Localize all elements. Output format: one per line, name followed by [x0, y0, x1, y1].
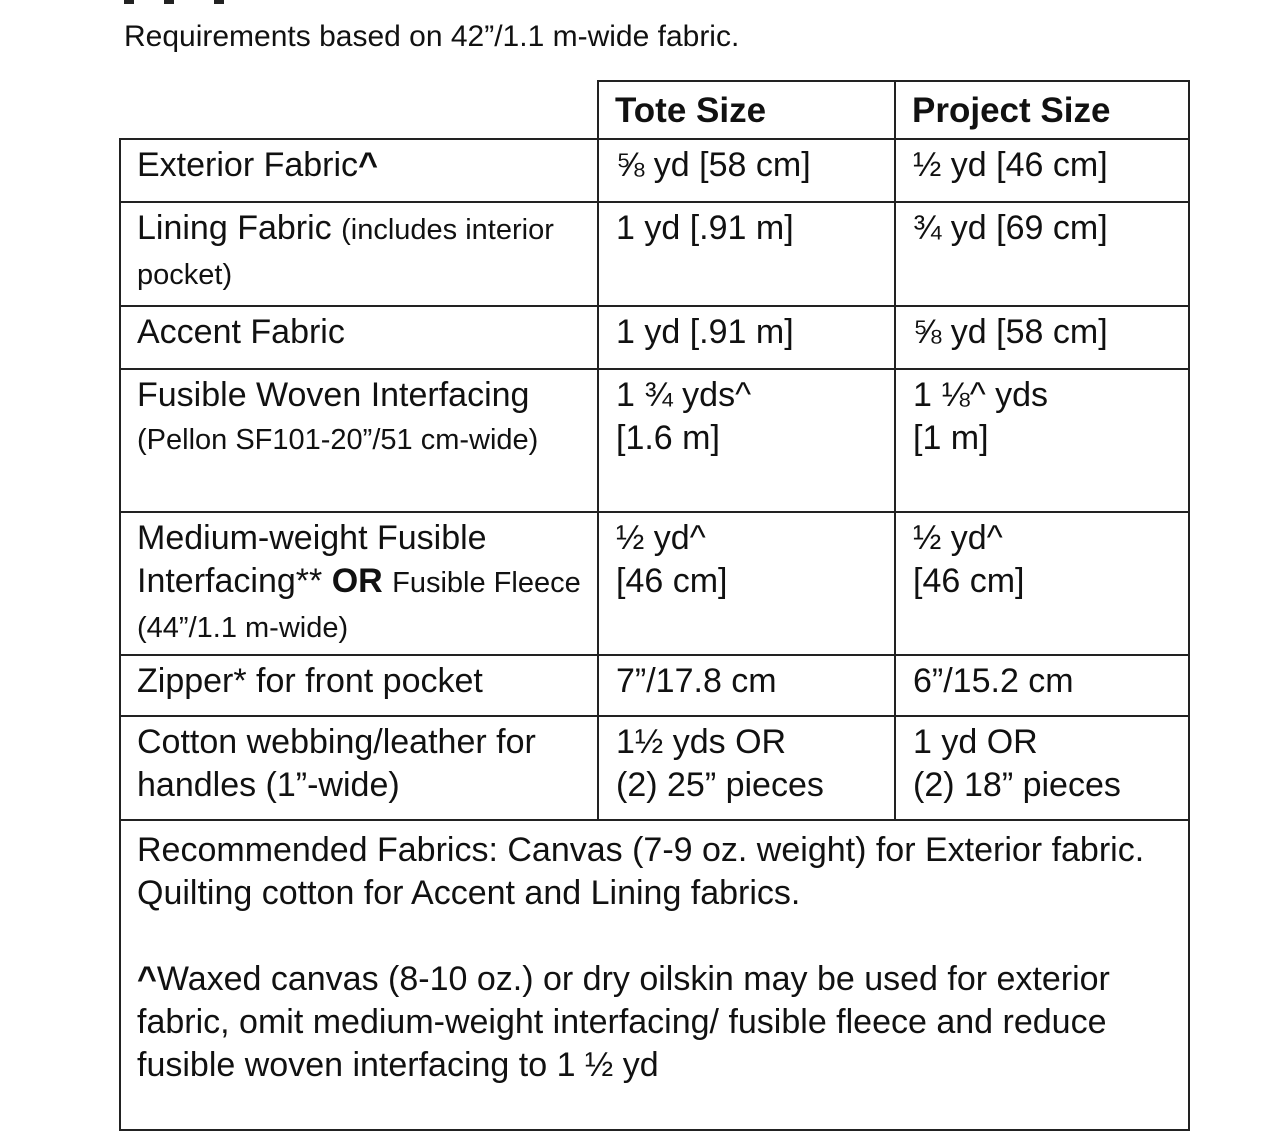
caret-mark: ^: [358, 146, 378, 184]
requirements-table: [119, 80, 1190, 1131]
table-row: [120, 139, 1189, 202]
material-note: (includes interior pocket): [137, 214, 554, 291]
tote-value-2: (2) 25” pieces: [616, 766, 824, 804]
tote-value: 1 ¾ yds^: [616, 376, 752, 414]
table-row: [120, 202, 1189, 306]
material-label: Fusible Woven Interfacing: [137, 376, 530, 414]
project-cell: [895, 306, 1189, 369]
material-cell: [120, 716, 598, 820]
table-row: [120, 306, 1189, 369]
cropped-heading-fragment: [124, 0, 234, 4]
waxed-canvas-text: Waxed canvas (8-10 oz.) or dry oilskin may be used for exterior fabric, omit medium-weight interfacing/ fusible fleece and reduce fusible woven interfacing to 1 ½ yd: [137, 960, 1110, 1084]
project-value: ½ yd^: [913, 519, 1003, 557]
empty-corner: [120, 81, 598, 139]
table-row: [120, 369, 1189, 512]
tote-value-metric: [1.6 m]: [616, 419, 720, 457]
tote-value: 1 yd [.91 m]: [616, 209, 794, 247]
tote-value: 1 yd [.91 m]: [616, 313, 794, 351]
table-row: [120, 512, 1189, 655]
tote-value: 1½ yds OR: [616, 723, 787, 761]
project-value-metric: [1 m]: [913, 419, 989, 457]
project-cell: [895, 202, 1189, 306]
material-cell: [120, 139, 598, 202]
tote-value: ½ yd^: [616, 519, 706, 557]
material-label: Exterior Fabric: [137, 146, 359, 184]
project-value-metric: [46 cm]: [913, 562, 1025, 600]
table-row: [120, 655, 1189, 716]
or-label: OR: [331, 562, 383, 600]
tote-cell: [598, 655, 895, 716]
tote-cell: [598, 306, 895, 369]
project-cell: [895, 369, 1189, 512]
tote-value: 7”/17.8 cm: [616, 662, 777, 700]
project-value-2: (2) 18” pieces: [913, 766, 1121, 804]
project-value: ⅝ yd [58 cm]: [913, 313, 1108, 351]
tote-value: ⅝ yd [58 cm]: [616, 146, 811, 184]
material-label: Medium-weight Fusible Interfacing**: [137, 519, 487, 600]
project-value: 6”/15.2 cm: [913, 662, 1074, 700]
material-cell: [120, 369, 598, 512]
material-cell: [120, 306, 598, 369]
waxed-canvas-note: [137, 958, 1174, 1087]
tote-cell: [598, 139, 895, 202]
tote-cell: [598, 716, 895, 820]
material-label: Cotton webbing/leather for handles (1”-wide): [137, 723, 536, 804]
project-cell: [895, 512, 1189, 655]
material-label: Zipper* for front pocket: [137, 662, 483, 700]
project-value: ¾ yd [69 cm]: [913, 209, 1108, 247]
caret-mark: ^: [137, 960, 157, 998]
tote-size-header: Tote Size: [598, 81, 895, 139]
material-cell: [120, 655, 598, 716]
recommended-fabrics: Recommended Fabrics: Canvas (7-9 oz. weight) for Exterior fabric. Quilting cotton for Accent and Lining fabrics.: [137, 831, 1145, 912]
requirements-note: Requirements based on 42”/1.1 m-wide fabric.: [124, 20, 740, 53]
header-row: [120, 81, 1189, 139]
project-cell: [895, 716, 1189, 820]
tote-cell: [598, 202, 895, 306]
material-label: Accent Fabric: [137, 313, 345, 351]
project-cell: [895, 655, 1189, 716]
material-label: Lining Fabric: [137, 209, 332, 247]
table-row: [120, 716, 1189, 820]
tote-cell: [598, 369, 895, 512]
project-cell: [895, 139, 1189, 202]
project-size-header: Project Size: [895, 81, 1189, 139]
material-cell: [120, 202, 598, 306]
project-value: ½ yd [46 cm]: [913, 146, 1108, 184]
material-note: (Pellon SF101-20”/51 cm-wide): [137, 424, 539, 456]
project-value: 1 ⅛^ yds: [913, 376, 1049, 414]
tote-cell: [598, 512, 895, 655]
project-value: 1 yd OR: [913, 723, 1038, 761]
tote-value-metric: [46 cm]: [616, 562, 728, 600]
material-note: Fusible Fleece (44”/1.1 m-wide): [137, 567, 581, 644]
material-cell: [120, 512, 598, 655]
